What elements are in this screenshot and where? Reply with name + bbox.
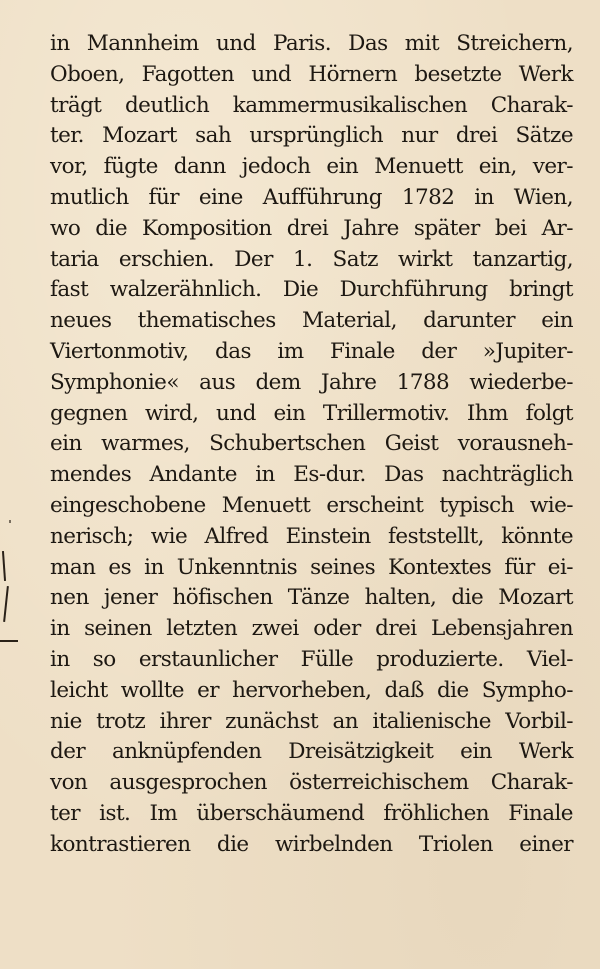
text-line: mendes Andante in Es-dur. Das nachträglich xyxy=(50,462,573,488)
text-line: trägt deutlich kammermusikalischen Charak- xyxy=(50,92,573,118)
text-line: fast walzerähnlich. Die Durchführung bringt xyxy=(50,277,573,303)
text-line: taria erschien. Der 1. Satz wirkt tanzartig, xyxy=(50,246,573,272)
text-line: in Mannheim und Paris. Das mit Streichern, xyxy=(50,31,573,56)
page-edge-mark xyxy=(3,586,9,622)
text-line: gegnen wird, und ein Trillermotiv. Ihm folgt xyxy=(50,400,573,426)
page-edge-mark xyxy=(9,520,11,523)
body-text xyxy=(50,29,573,861)
text-line: Viertonmotiv, das im Finale der »Jupiter- xyxy=(50,338,573,364)
text-line: neues thematisches Material, darunter ein xyxy=(50,308,573,334)
text-line: vor, fügte dann jedoch ein Menuett ein, ver- xyxy=(50,154,573,180)
text-line: nerisch; wie Alfred Einstein feststellt, könnte xyxy=(50,523,573,549)
text-line: leicht wollte er hervorheben, daß die Sympho- xyxy=(50,677,573,703)
text-line: ter. Mozart sah ursprünglich nur drei Sätze xyxy=(50,123,573,149)
text-line: man es in Unkenntnis seines Kontextes für ei- xyxy=(50,554,573,580)
text-line: in so erstaunlicher Fülle produzierte. Viel- xyxy=(50,646,573,672)
text-line: nen jener höfischen Tänze halten, die Mozart xyxy=(50,585,573,611)
text-line: in seinen letzten zwei oder drei Lebensjahren xyxy=(50,616,573,642)
text-line: ter ist. Im überschäumend fröhlichen Finale xyxy=(50,800,573,826)
text-line: nie trotz ihrer zunächst an italienische Vorbil- xyxy=(50,708,573,734)
text-line: wo die Komposition drei Jahre später bei Ar- xyxy=(50,215,573,241)
text-line: kontrastieren die wirbelnden Triolen einer xyxy=(50,831,573,857)
text-line: von ausgesprochen österreichischem Charak- xyxy=(50,770,573,796)
text-line: Symphonie« aus dem Jahre 1788 wiederbe- xyxy=(50,369,573,395)
text-line: eingeschobene Menuett erscheint typisch wie- xyxy=(50,492,573,518)
page-edge-mark xyxy=(0,640,18,642)
text-line: Oboen, Fagotten und Hörnern besetzte Werk xyxy=(50,61,573,87)
text-line: der anknüpfenden Dreisätzigkeit ein Werk xyxy=(50,739,573,765)
text-line: mutlich für eine Aufführung 1782 in Wien, xyxy=(50,184,573,210)
page-edge-mark xyxy=(2,551,6,581)
text-line: ein warmes, Schubertschen Geist vorausneh- xyxy=(50,431,573,457)
